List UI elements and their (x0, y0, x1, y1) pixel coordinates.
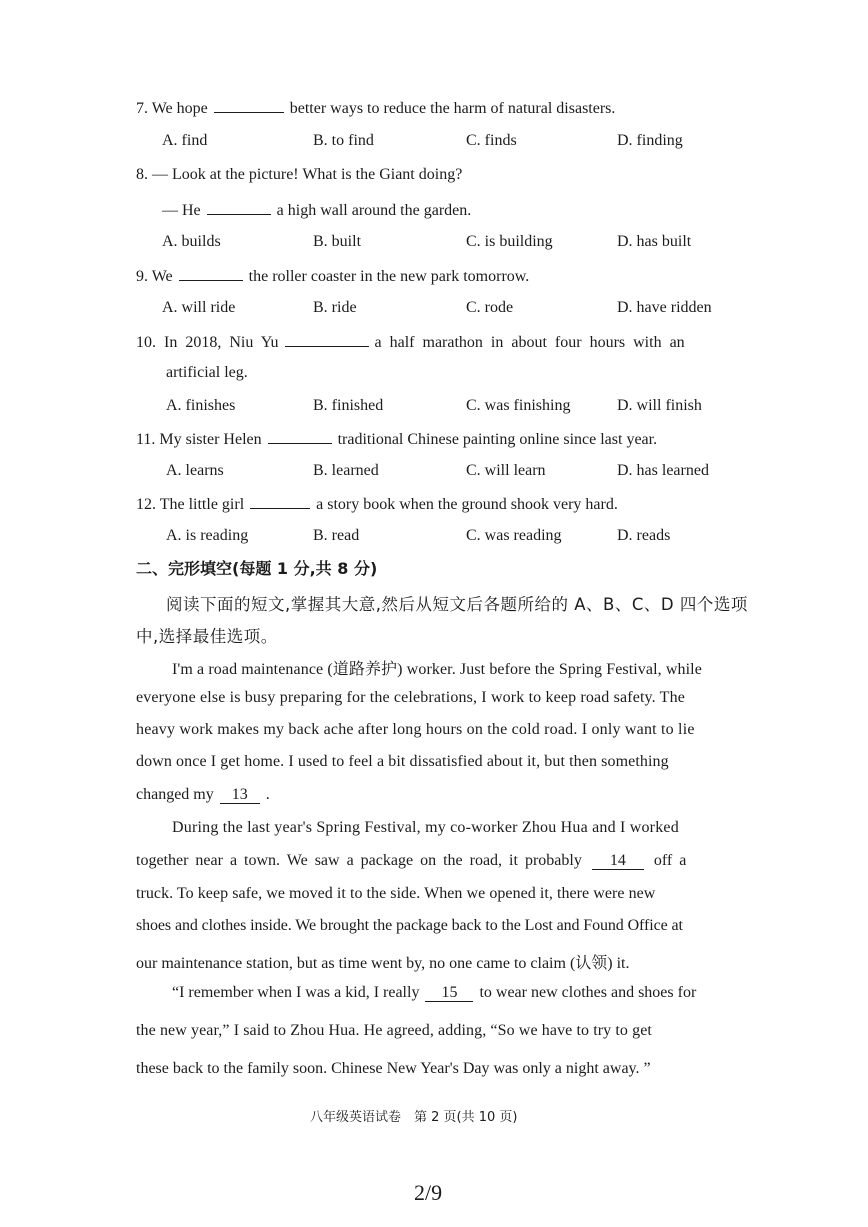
passage-line: heavy work makes my back ache after long hours on the cold road. I only want to lie (136, 721, 695, 738)
passage-text: changed my (136, 786, 214, 803)
question-text-post: the roller coaster in the new park tomorrow. (248, 268, 530, 285)
option-d: D. will finish (617, 397, 702, 414)
question-text-post: a story book when the ground shook very hard. (316, 496, 618, 513)
passage-line: the new year,” I said to Zhou Hua. He agreed, adding, “So we have to try to get (136, 1022, 652, 1039)
question-text-pre: In 2018, Niu Yu (164, 334, 279, 351)
section-heading: 二、完形填空(每题 1 分,共 8 分) (136, 559, 378, 578)
option-a: A. builds (162, 233, 221, 250)
question-text-post: better ways to reduce the harm of natural disasters. (289, 100, 616, 117)
option-c: C. rode (466, 299, 514, 316)
passage-line: During the last year's Spring Festival, my co-worker Zhou Hua and I worked (172, 819, 679, 836)
page-number: 2/9 (414, 1180, 443, 1205)
answer-blank (214, 98, 284, 113)
option-a: A. is reading (166, 527, 249, 544)
option-a: A. finishes (166, 397, 236, 414)
question-text-pre: My sister Helen (159, 431, 262, 448)
question-number: 9. (136, 268, 148, 285)
passage-line: I'm a road maintenance (道路养护) worker. Just before the Spring Festival, while (172, 661, 702, 678)
question-8 (136, 166, 462, 184)
numbered-blank-15: 15 (425, 984, 473, 1002)
option-b: B. ride (313, 299, 357, 316)
option-b: B. to find (313, 132, 374, 149)
question-number: 8. (136, 166, 148, 183)
passage-line: truck. To keep safe, we moved it to the side. When we opened it, there were new (136, 885, 656, 902)
option-b: B. read (313, 527, 360, 544)
passage-line: down once I get home. I used to feel a bit dissatisfied about it, but then something (136, 753, 669, 770)
dialog-line-1: — Look at the picture! What is the Giant doing? (152, 166, 463, 183)
question-10 (136, 332, 685, 352)
option-b: B. finished (313, 397, 384, 414)
passage-line-blank-15 (172, 984, 696, 1002)
answer-blank (268, 429, 332, 444)
passage-text: “I remember when I was a kid, I really (172, 984, 420, 1001)
passage-line: our maintenance station, but as time went by, no one came to claim (认领) it. (136, 955, 630, 972)
passage-line-blank-14 (136, 852, 686, 870)
option-a: A. learns (166, 462, 224, 479)
option-d: D. have ridden (617, 299, 712, 316)
question-number: 10. (136, 334, 156, 351)
option-d: D. has built (617, 233, 692, 250)
option-c: C. was finishing (466, 397, 571, 414)
question-text-post: traditional Chinese painting online since last year. (337, 431, 658, 448)
page-footer: 八年级英语试卷 第 2 页(共 10 页) (310, 1110, 518, 1125)
option-c: C. will learn (466, 462, 546, 479)
option-a: A. will ride (162, 299, 236, 316)
passage-text: . (265, 786, 270, 803)
option-d: D. has learned (617, 462, 709, 479)
option-a: A. find (162, 132, 208, 149)
question-text-pre: The little girl (159, 496, 245, 513)
question-text-post: a half marathon in about four hours with an (374, 334, 685, 351)
question-text-pre: — He (162, 202, 201, 219)
passage-line: everyone else is busy preparing for the celebrations, I work to keep road safety. The (136, 689, 685, 706)
option-c: C. was reading (466, 527, 562, 544)
section-instructions-line-1: 阅读下面的短文,掌握其大意,然后从短文后各题所给的 A、B、C、D 四个选项 (166, 595, 748, 614)
question-9 (136, 266, 529, 286)
answer-blank (285, 332, 369, 347)
passage-line: these back to the family soon. Chinese New Year's Day was only a night away. ” (136, 1060, 651, 1077)
question-12 (136, 494, 618, 514)
question-number: 7. (136, 100, 148, 117)
passage-text: together near a town. We saw a package on the road, it probably (136, 852, 582, 869)
question-11 (136, 429, 657, 449)
passage-line: shoes and clothes inside. We brought the package back to the Lost and Found Office at (136, 917, 683, 934)
question-text-pre: We (151, 268, 173, 285)
option-b: B. built (313, 233, 362, 250)
question-text-pre: We hope (151, 100, 208, 117)
option-d: D. reads (617, 527, 671, 544)
option-b: B. learned (313, 462, 379, 479)
section-instructions-line-2: 中,选择最佳选项。 (136, 627, 278, 646)
question-7 (136, 98, 615, 118)
answer-blank (207, 200, 271, 215)
question-number: 11. (136, 431, 156, 448)
passage-line-blank-13 (136, 786, 270, 804)
question-8-dialog-2 (162, 200, 471, 220)
option-c: C. finds (466, 132, 517, 149)
passage-text: to wear new clothes and shoes for (479, 984, 697, 1001)
option-c: C. is building (466, 233, 553, 250)
option-d: D. finding (617, 132, 683, 149)
question-text-post: a high wall around the garden. (276, 202, 472, 219)
answer-blank (250, 494, 310, 509)
numbered-blank-14: 14 (592, 852, 644, 870)
answer-blank (179, 266, 243, 281)
passage-text: off a (653, 852, 687, 869)
question-10-continued: artificial leg. (166, 364, 248, 381)
numbered-blank-13: 13 (220, 786, 260, 804)
question-number: 12. (136, 496, 156, 513)
